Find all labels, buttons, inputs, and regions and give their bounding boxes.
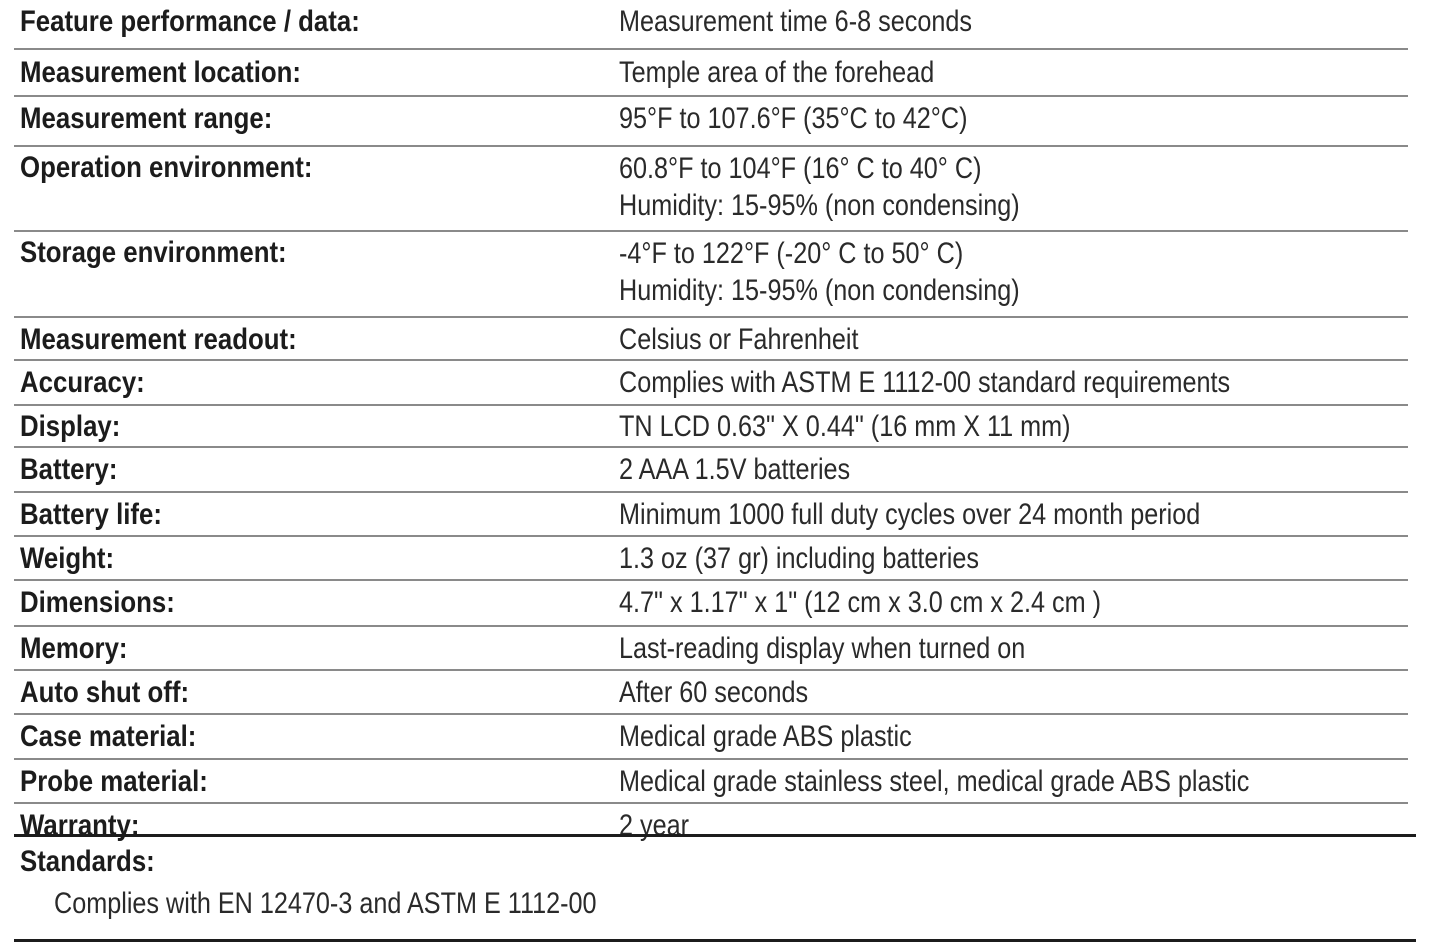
- spec-row-measurement-readout: [14, 318, 1408, 361]
- spec-value-line2: Humidity: 15-95% (non condensing): [619, 274, 1020, 307]
- spec-row-probe-material: [14, 760, 1408, 804]
- spec-row-case-material: [14, 715, 1408, 760]
- spec-value: 2 year: [619, 809, 690, 842]
- spec-value-line2: Humidity: 15-95% (non condensing): [619, 189, 1020, 222]
- spec-value: 1.3 oz (37 gr) including batteries: [619, 542, 980, 575]
- spec-value: 4.7" x 1.17" x 1" (12 cm x 3.0 cm x 2.4 cm ): [619, 586, 1102, 619]
- standards-title: Standards:: [20, 845, 155, 878]
- spec-row-feature-performance: [14, 0, 1408, 50]
- spec-value: TN LCD 0.63" X 0.44" (16 mm X 11 mm): [619, 410, 1071, 443]
- spec-row-storage-environment: [14, 232, 1408, 318]
- spec-row-measurement-location: [14, 50, 1408, 97]
- spec-label: Warranty:: [20, 809, 140, 842]
- spec-value: Measurement time 6-8 seconds: [619, 5, 972, 38]
- spec-label: Measurement range:: [20, 102, 273, 135]
- spec-label: Measurement location:: [20, 56, 301, 89]
- standards-text: Complies with EN 12470-3 and ASTM E 1112-00: [54, 887, 597, 920]
- spec-value: 60.8°F to 104°F (16° C to 40° C): [619, 152, 982, 185]
- spec-value: 2 AAA 1.5V batteries: [619, 453, 851, 486]
- spec-value: Medical grade stainless steel, medical grade ABS plastic: [619, 765, 1250, 798]
- standards-section: [14, 834, 1416, 942]
- spec-value: 95°F to 107.6°F (35°C to 42°C): [619, 102, 968, 135]
- spec-value: -4°F to 122°F (-20° C to 50° C): [619, 237, 964, 270]
- spec-value: Medical grade ABS plastic: [619, 720, 912, 753]
- spec-label: Accuracy:: [20, 366, 145, 399]
- spec-label: Battery:: [20, 453, 118, 486]
- spec-row-battery: [14, 448, 1408, 493]
- spec-value: Temple area of the forehead: [619, 56, 935, 89]
- spec-label: Dimensions:: [20, 586, 175, 619]
- spec-label: Memory:: [20, 632, 128, 665]
- spec-row-measurement-range: [14, 97, 1408, 147]
- spec-row-battery-life: [14, 493, 1408, 537]
- spec-label: Display:: [20, 410, 121, 443]
- spec-label: Probe material:: [20, 765, 208, 798]
- spec-label: Battery life:: [20, 498, 162, 531]
- spec-row-dimensions: [14, 581, 1408, 627]
- spec-value: Last-reading display when turned on: [619, 632, 1026, 665]
- spec-label: Storage environment:: [20, 236, 287, 269]
- spec-row-operation-environment: [14, 147, 1408, 232]
- spec-table: [14, 0, 1408, 846]
- spec-row-auto-shut-off: [14, 671, 1408, 715]
- spec-label: Feature performance / data:: [20, 5, 360, 38]
- spec-label: Case material:: [20, 720, 197, 753]
- spec-value: After 60 seconds: [619, 676, 809, 709]
- spec-label: Weight:: [20, 542, 115, 575]
- spec-value: Complies with ASTM E 1112-00 standard requirements: [619, 366, 1231, 399]
- spec-row-memory: [14, 627, 1408, 671]
- spec-value: Celsius or Fahrenheit: [619, 323, 859, 356]
- spec-row-display: [14, 406, 1408, 448]
- spec-value: Minimum 1000 full duty cycles over 24 month period: [619, 498, 1201, 531]
- spec-label: Auto shut off:: [20, 676, 190, 709]
- spec-row-accuracy: [14, 361, 1408, 406]
- spec-row-weight: [14, 537, 1408, 581]
- spec-label: Measurement readout:: [20, 323, 297, 356]
- spec-label: Operation environment:: [20, 151, 313, 184]
